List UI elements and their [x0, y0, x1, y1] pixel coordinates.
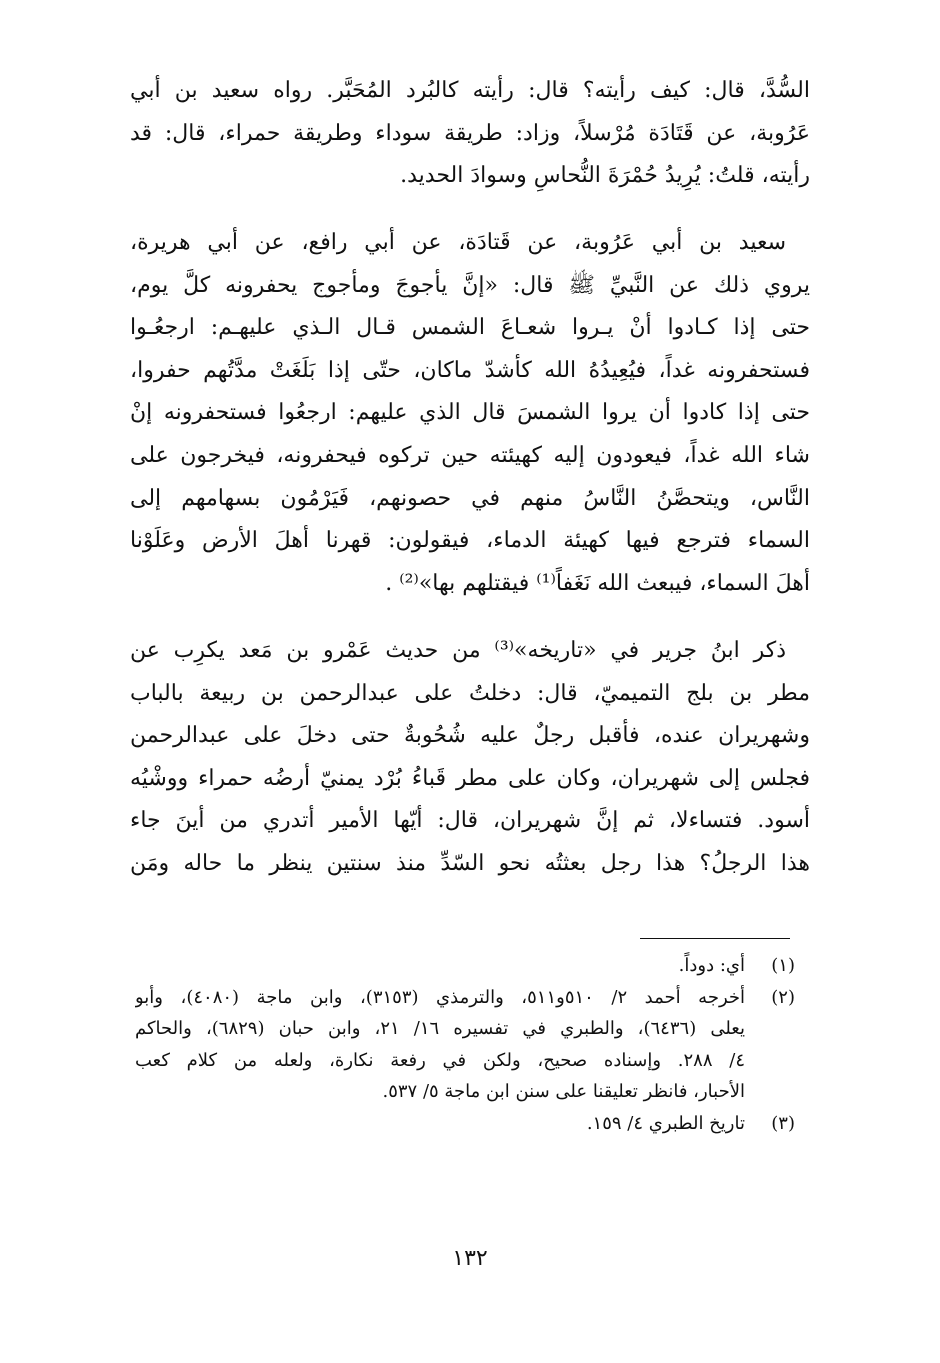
- paragraph-1: [130, 70, 810, 198]
- footnotes: [135, 950, 795, 1139]
- text-line: حتى إذا كادوا أن يروا الشمسَ قال الذي عليهم: ارجعُوا فستحفرونه إنْ: [130, 400, 810, 426]
- text-line: سعيد بن أبي عَرُوبة، عن قَتادَة، عن أبي رافع، عن أبي هريرة،: [130, 230, 786, 255]
- footnote-number: (٣): [771, 1112, 795, 1134]
- paragraph-2: [130, 222, 810, 605]
- footnote-line: الأحبار، فانظر تعليقنا على سنن ابن ماجة ٥/ ٥٣٧.: [382, 1081, 745, 1102]
- footnote-line: أخرجه أحمد ٢/ ٥١٠و٥١١، والترمذي (٣١٥٣)، وابن ماجة (٤٠٨٠)، وأبو: [135, 986, 745, 1008]
- footnote-1: [135, 950, 795, 982]
- text-line: السماء فترجع فيها كهيئة الدماء، فيقولون: قهرنا أهلَ الأرض وعَلَوْنا: [130, 528, 810, 554]
- text-line: وشهريران عنده، فأقبل رجلٌ عليه شُحُوبةٌ حتى دخلَ على عبدالرحمن: [130, 723, 810, 749]
- text-line: فستحفرونه غداً، فيُعِيدُهُ الله كأشدّ ماكان، حتّى إذا بَلَغَتْ مدَّتُهم حفروا،: [130, 357, 810, 383]
- text-line: أهلَ السماء، فيبعث الله نَغَفاً⁽¹⁾ فيقتلهم بها»⁽²⁾ .: [385, 570, 810, 596]
- footnote-body: [135, 950, 745, 982]
- footnote-number: (٢): [771, 986, 795, 1008]
- page-number: ١٣٢: [452, 1246, 488, 1271]
- text-line: أسود. فتساءلا، ثم إنَّ شهريران، قال: أيّها الأمير أتدري من أينَ جاء: [130, 808, 810, 834]
- paragraph-3: [130, 630, 810, 886]
- text-line: هذا الرجلُ؟ هذا رجل بعثتُه نحو السّدِّ منذ سنتين ينظر ما حاله ومَن: [130, 850, 810, 876]
- text-line: شاء الله غداً، فيعودون إليه كهيئته حين تركوه فيحفرونه، فيخرجون على: [130, 442, 810, 468]
- text-line: السُّدَّ، قال: كيف رأيته؟ قال: رأيته كالبُرد المُحَبَّر. رواه سعيد بن أبي: [130, 78, 810, 103]
- text-line: حتى إذا كـادوا أنْ يـروا شعـاعَ الشمس قـال الـذي عليهـم: ارجعُـوا: [130, 315, 810, 341]
- footnote-line: ٤/ ٢٨٨. وإسناده صحيح، ولكن في رفعة نكارة، ولعله من كلام كعب: [135, 1049, 745, 1071]
- footnote-body: [135, 1108, 745, 1140]
- footnote-line: تاريخ الطبري ٤/ ١٥٩.: [586, 1112, 745, 1134]
- footnote-line: أي: دوداً.: [678, 955, 745, 976]
- footnote-3: [135, 1108, 795, 1140]
- text-line: ذكر ابنُ جرير في «تاريخه»⁽³⁾ من حديث عَمْرو بن مَعد يكرِب عن: [130, 638, 786, 663]
- footnote-number: (١): [771, 955, 795, 976]
- text-line: مطر بن بلج التميميّ، قال: دخلتُ على عبدالرحمن بن ربيعة بالباب: [130, 680, 810, 706]
- text-line: رأيته، قلتُ: يُرِيدُ حُمْرَةَ النُّحاسِ وسوادَ الحديد.: [400, 163, 810, 189]
- footnote-body: [135, 982, 745, 1108]
- footnote-separator: [640, 938, 790, 939]
- text-line: عَرُوبة، عن قَتَادَة مُرْسلاً، وزاد: طريقة سوداء وطريقة حمراء، قال: قد: [130, 120, 810, 146]
- footnote-2: [135, 982, 795, 1108]
- text-line: النَّاس، ويتحصَّنُ النَّاسُ منهم في حصونهم، فَيَرْمُون بسهامهم إلى: [130, 485, 810, 511]
- text-line: فجلس إلى شهريران، وكان على مطر قَباءُ بُرْد يمنيّ أرضُه حمراء ووشْيُه: [130, 765, 810, 791]
- footnote-line: يعلى (٦٤٣٦)، والطبري في تفسيره ١٦/ ٢١، وابن حبان (٦٨٢٩)، والحاكم: [135, 1018, 745, 1039]
- text-line: يروي ذلك عن النَّبيِّ ﷺ قال: «إنَّ يأجوجَ ومأجوج يحفرونه كلَّ يوم،: [130, 272, 810, 298]
